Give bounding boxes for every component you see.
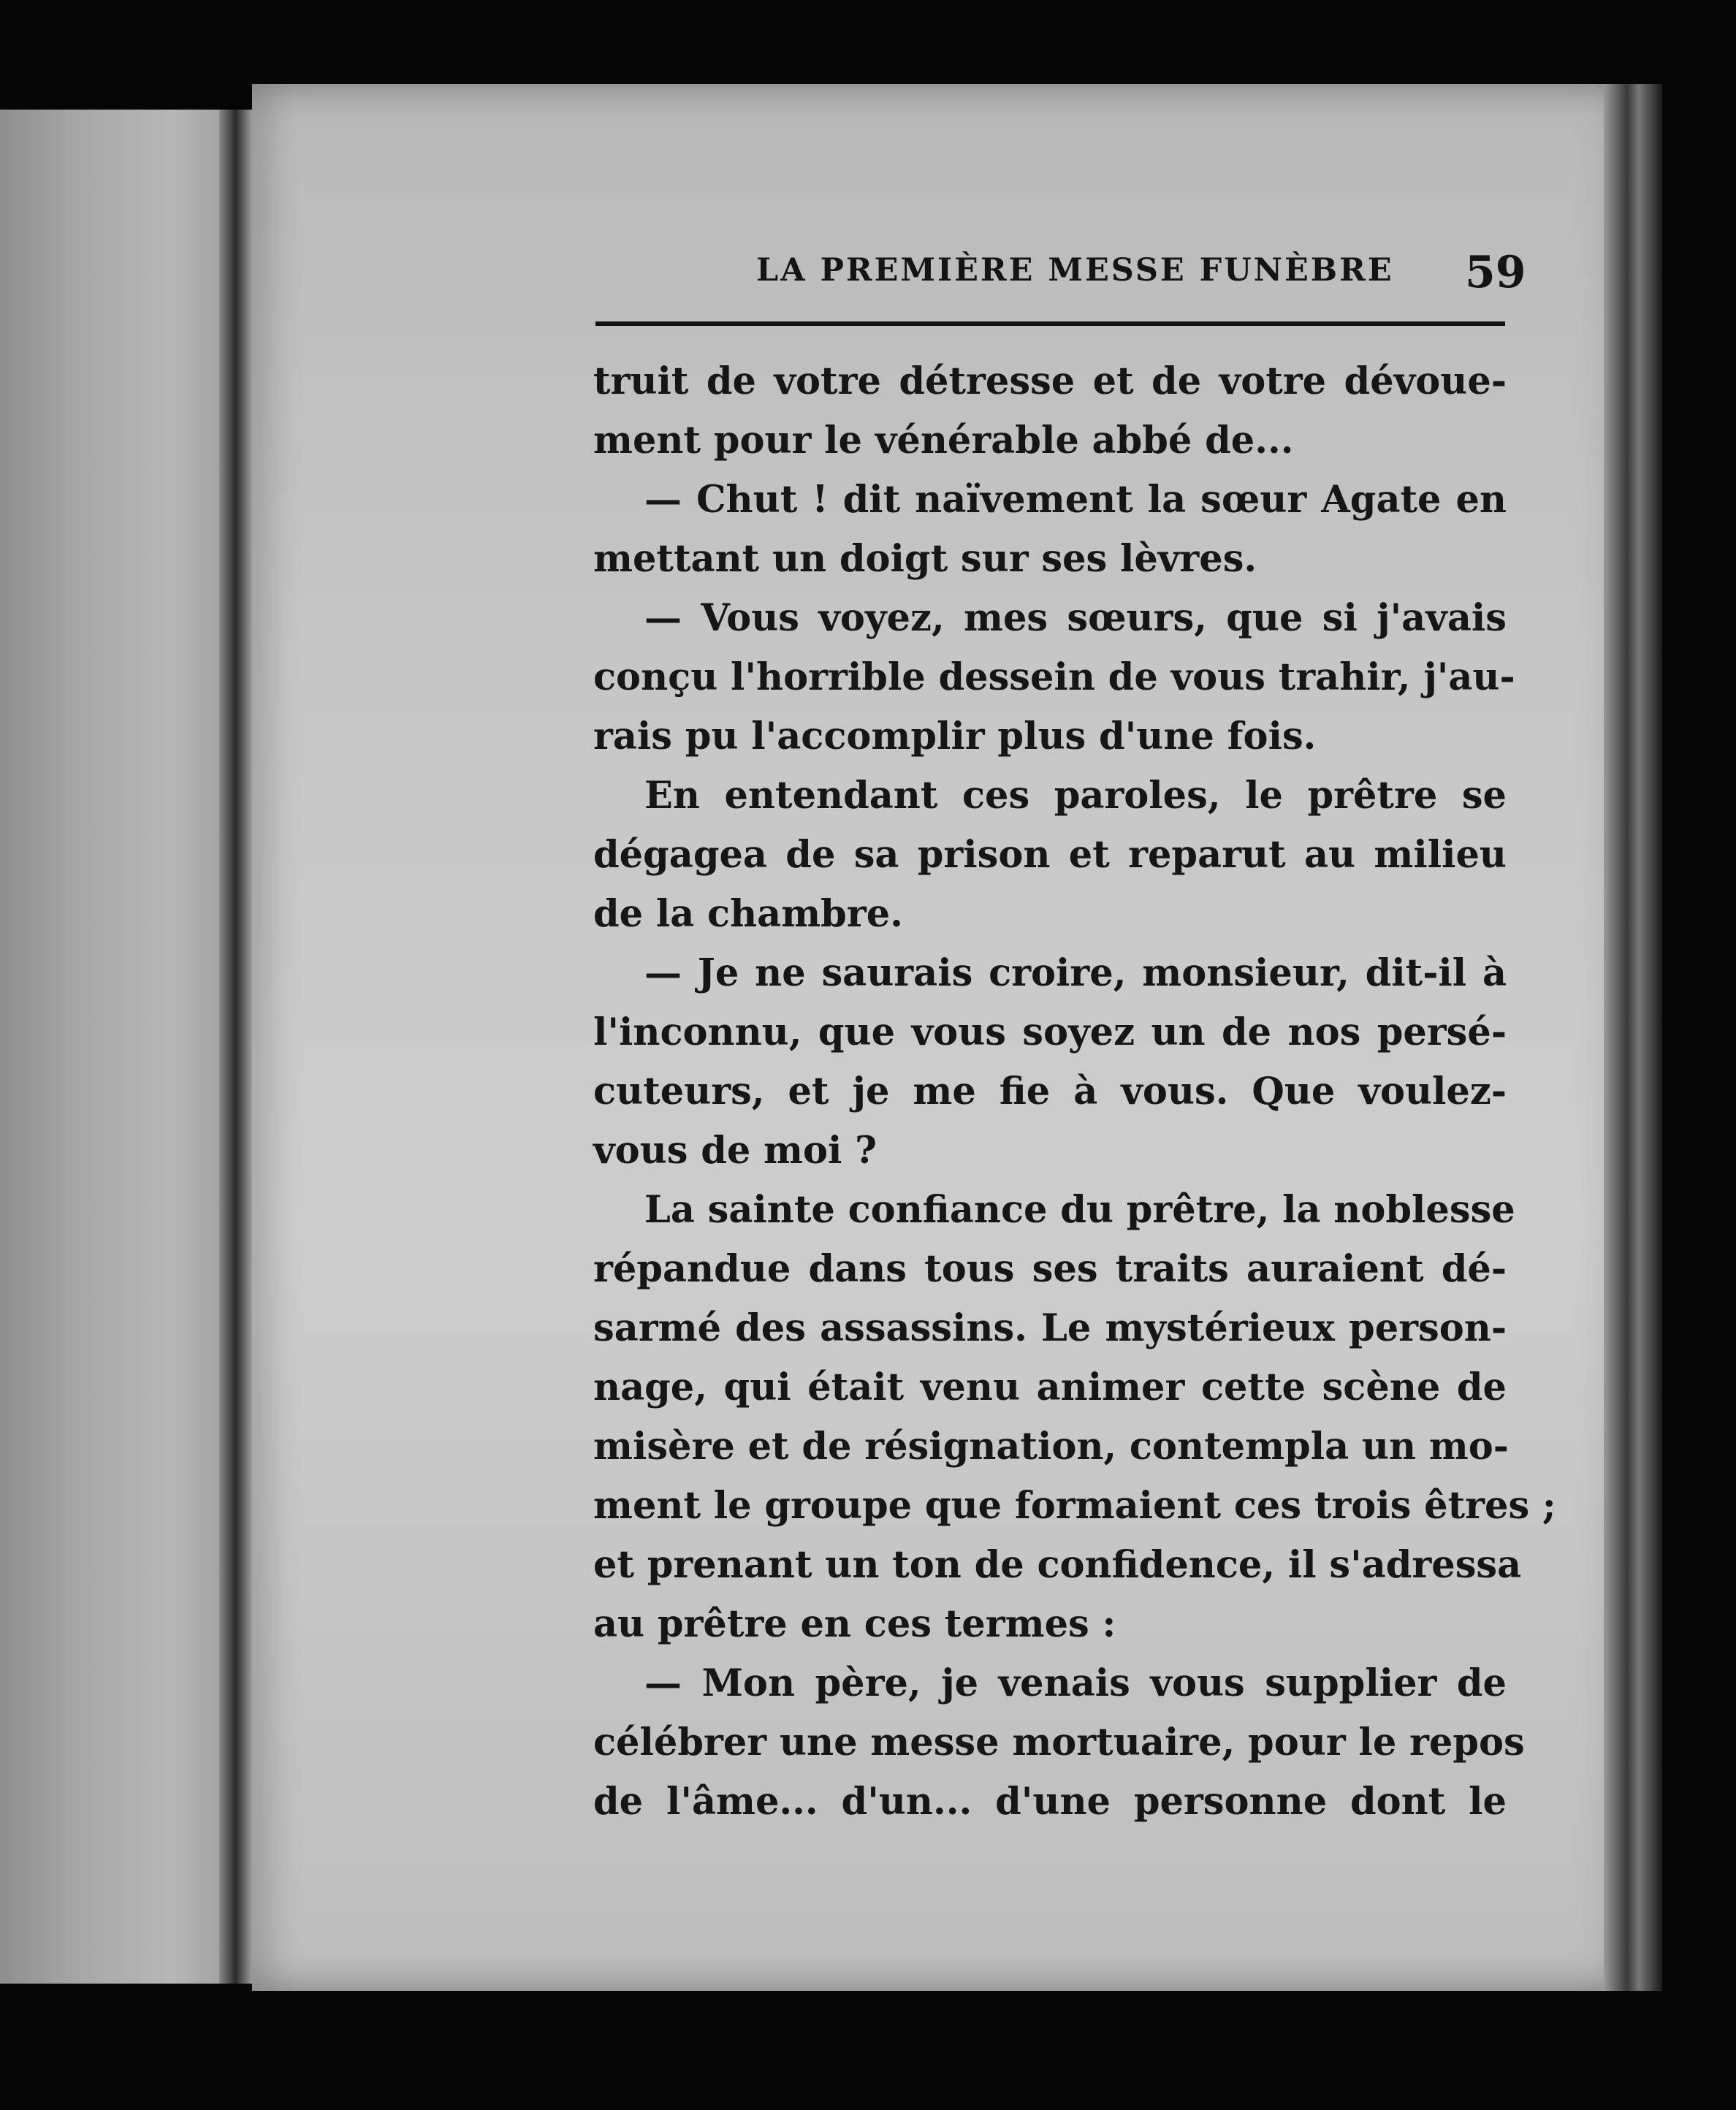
text-line: En entendant ces paroles, le prêtre se — [644, 774, 1507, 818]
text-line: — Chut ! dit naïvement la sœur Agate en — [644, 478, 1507, 522]
text-line: dégagea de sa prison et reparut au milieu — [593, 833, 1507, 877]
book-gutter — [219, 110, 252, 1984]
left-page — [0, 110, 245, 1984]
body-text — [593, 352, 1556, 1832]
header-rule — [595, 321, 1505, 326]
page-edge — [1604, 84, 1662, 1991]
text-line: rais pu l'accomplir plus d'une fois. — [593, 715, 1317, 758]
text-line: ment le groupe que formaient ces trois êtres ; — [593, 1484, 1556, 1528]
text-line: de la chambre. — [593, 892, 903, 936]
text-line: La sainte confiance du prêtre, la noblesse — [644, 1188, 1515, 1232]
text-line: — Je ne saurais croire, monsieur, dit-il à — [644, 951, 1507, 995]
text-line: conçu l'horrible dessein de vous trahir, j'au- — [593, 655, 1515, 699]
text-line: mettant un doigt sur ses lèvres. — [593, 537, 1257, 581]
text-line: et prenant un ton de confidence, il s'adressa — [593, 1543, 1522, 1587]
text-line: répandue dans tous ses traits auraient dé- — [593, 1247, 1507, 1291]
text-line: de l'âme... d'un... d'une personne dont le — [593, 1780, 1507, 1824]
text-line: cuteurs, et je me fie à vous. Que voulez- — [593, 1070, 1507, 1113]
text-line: vous de moi ? — [593, 1129, 877, 1173]
text-line: — Vous voyez, mes sœurs, que si j'avais — [644, 596, 1507, 640]
text-line: misère et de résignation, contempla un mo- — [593, 1425, 1509, 1469]
text-line: sarmé des assassins. Le mystérieux person- — [593, 1306, 1507, 1350]
text-line: ment pour le vénérable abbé de... — [593, 419, 1294, 462]
text-line: truit de votre détresse et de votre dévoue- — [593, 359, 1507, 403]
text-line: nage, qui était venu animer cette scène de — [593, 1366, 1507, 1409]
text-line: l'inconnu, que vous soyez un de nos persé- — [593, 1010, 1507, 1054]
text-line: — Mon père, je venais vous supplier de — [644, 1661, 1507, 1705]
page-number: 59 — [1465, 247, 1526, 298]
text-line: célébrer une messe mortuaire, pour le repos — [593, 1721, 1525, 1764]
running-head: LA PREMIÈRE MESSE FUNÈBRE — [756, 252, 1394, 289]
text-line: au prêtre en ces termes : — [593, 1602, 1116, 1646]
